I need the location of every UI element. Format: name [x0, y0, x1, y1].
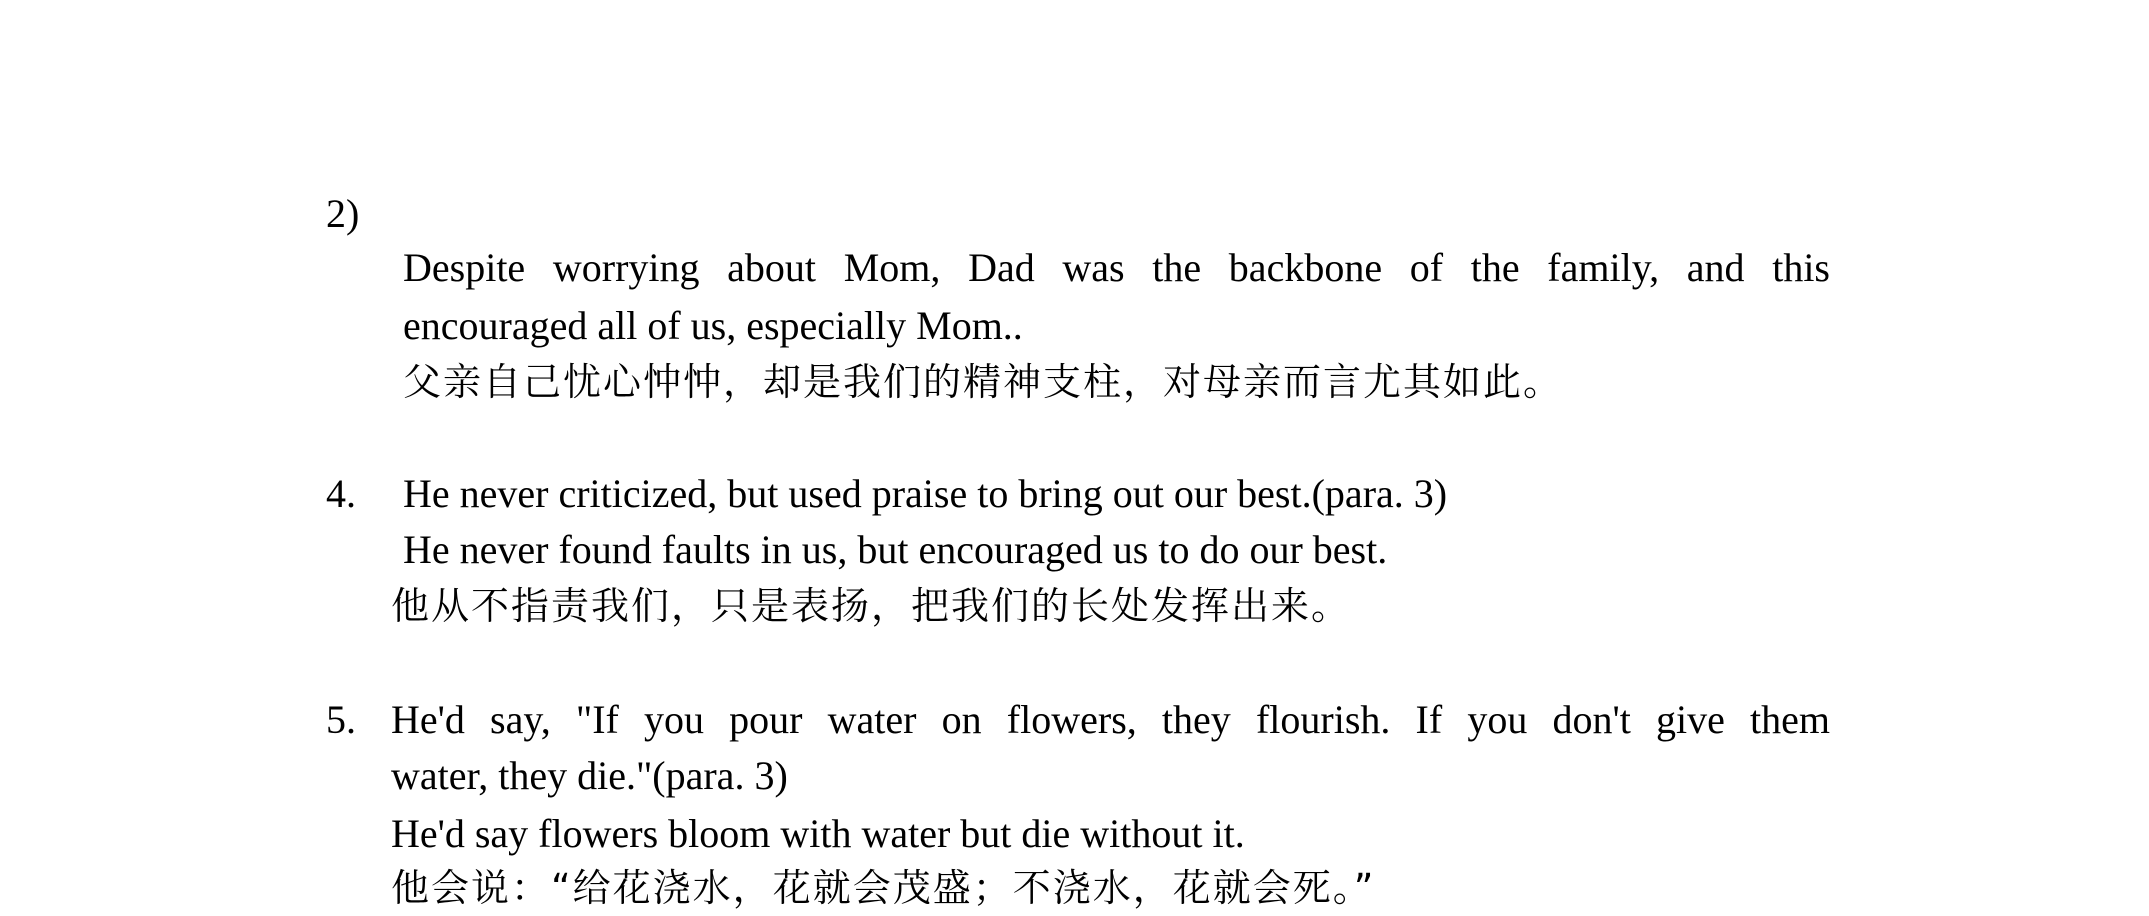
item-2-chinese-translation: 父亲自己忧心忡忡，却是我们的精神支柱，对母亲而言尤其如此。 [403, 360, 1564, 404]
item-5-quote-line-2: water, they die."(para. 3) [391, 753, 788, 798]
item-5-marker: 5. [326, 697, 356, 742]
item-2-english-line-2: encouraged all of us, especially Mom.. [403, 303, 1023, 348]
item-5-chinese-translation: 他会说：“给花浇水，花就会茂盛；不浇水，花就会死。” [391, 866, 1376, 910]
item-4-marker: 4. [326, 471, 356, 516]
item-2-english-line-1: Despite worrying about Mom, Dad was the backbone of the family, and this [403, 245, 1830, 290]
item-5-paraphrase: He'd say flowers bloom with water but die without it. [391, 811, 1245, 856]
item-5-quote-line-1: He'd say, "If you pour water on flowers, they flourish. If you don't give them [391, 697, 1830, 742]
item-2-marker: 2) [326, 191, 360, 236]
item-4-chinese-translation: 他从不指责我们，只是表扬，把我们的长处发挥出来。 [391, 584, 1352, 628]
item-4-paraphrase: He never found faults in us, but encouraged us to do our best. [403, 527, 1388, 572]
item-4-quote: He never criticized, but used praise to bring out our best.(para. 3) [403, 471, 1448, 516]
